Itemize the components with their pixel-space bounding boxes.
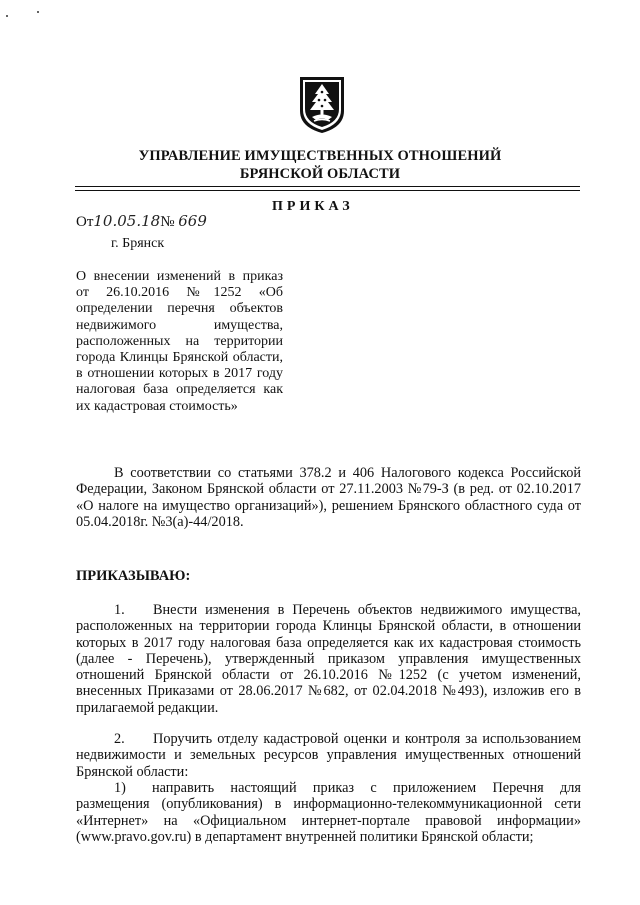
item-text: направить настоящий приказ с приложением Перечня для размещения (опубликования) в информационно-телекоммуникационной сети «Интернет» на «Официальном интернет-портале правовой информации» (www.pravo.gov.ru) в департамент внутренней политики Брянской области; [76, 780, 581, 845]
item-number: 2. [114, 731, 125, 747]
handwritten-number: 669 [178, 212, 207, 230]
document-type-title: ПРИКАЗ [272, 199, 354, 214]
document-subject: О внесении изменений в приказ от 26.10.2016 №1252 «Об определении перечня объектов недвижимого имущества, расположенных на территории города Клинцы Брянской области, в отношении которых в 2017 году налоговая база определяется как их кадастровая стоимость» [76, 269, 283, 414]
date-number-line [76, 212, 207, 231]
header-divider-thin [75, 190, 580, 191]
order-subitem-1 [76, 780, 581, 845]
bryansk-coat-of-arms-icon [298, 73, 346, 135]
order-heading: ПРИКАЗЫВАЮ: [76, 568, 191, 584]
item-number: 1) [114, 780, 126, 796]
item-text: Поручить отделу кадастровой оценки и контроля за использованием недвижимости и земельных ресурсов управления имущественных отношений Брянской области: [76, 731, 581, 780]
org-name-line1: УПРАВЛЕНИЕ ИМУЩЕСТВЕННЫХ ОТНОШЕНИЙ [138, 148, 502, 164]
order-item-2 [76, 731, 581, 780]
city-label: г. Брянск [111, 236, 165, 251]
org-name-line2: БРЯНСКОЙ ОБЛАСТИ [239, 166, 401, 182]
preamble-paragraph: В соответствии со статьями 378.2 и 406 Налогового кодекса Российской Федерации, Законом Брянской области от 27.11.2003 №79-З (в ред. от 02.10.2017 «О налоге на имущество организаций»), решением Брянского областного суда от 05.04.2018г. №3(а)-44/2018. [76, 465, 581, 530]
order-item-1 [76, 602, 581, 716]
number-sign: № [160, 214, 175, 230]
date-prefix: От [76, 214, 94, 230]
item-text: Внести изменения в Перечень объектов недвижимого имущества, расположенных на территории города Клинцы Брянской области, в отношении которых в 2017 году налоговая база определяется как их кадастровая стоимость (далее - Перечень), утвержденный приказом управления имущественных отношений Брянской области от 26.10.2016 №1252 (с учетом изменений, внесенных Приказами от 28.06.2017 №682, от 02.04.2018 №493), изложив его в прилагаемой редакции. [76, 602, 581, 716]
item-number: 1. [114, 602, 125, 618]
header-divider [75, 186, 580, 187]
handwritten-date: 10.05.18 [93, 212, 161, 230]
scan-speck [6, 15, 8, 17]
scan-speck [37, 11, 39, 13]
